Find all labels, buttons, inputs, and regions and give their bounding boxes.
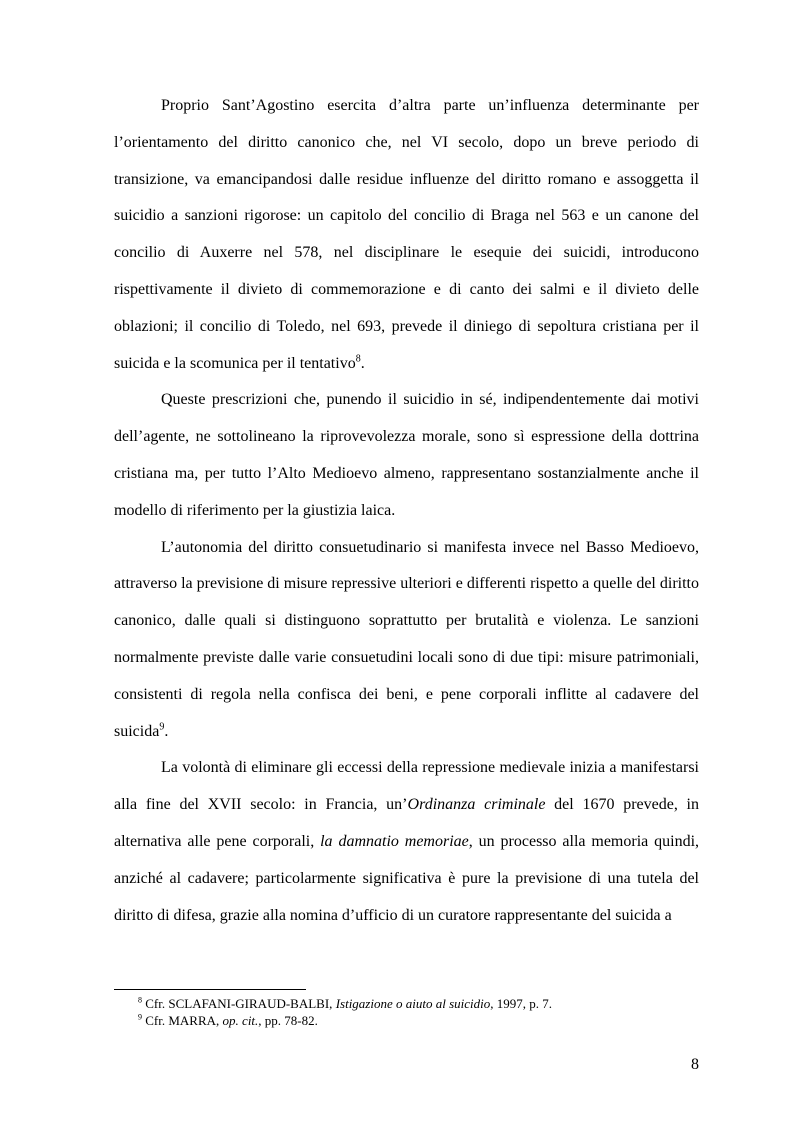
paragraph-3-text: L’autonomia del diritto consuetudinario si manifesta invece nel Basso Medioevo, attraverso la previsione di misure repressive ulteriori e differenti rispetto a quelle del diritto canonico, dalle quali si distinguono soprattutto per brutalità e violenza. Le sanzioni normalmente previste dalle varie consuetudini locali sono di due tipi: misure patrimoniali, consistenti di regola nella confisca dei beni, e pene corporali inflitte al cadavere del suicida xyxy=(114,538,699,740)
italic-ordinanza-criminale: Ordinanza criminale xyxy=(407,796,546,814)
footnote-text: Cfr. MARRA, xyxy=(142,1013,223,1028)
page-number: 8 xyxy=(691,1056,699,1073)
footnote-ref-9: 9 xyxy=(159,721,165,733)
footnote-text: , pp. 78-82. xyxy=(258,1013,318,1028)
footnote-text: Cfr. SCLAFANI-GIRAUD-BALBI, xyxy=(142,996,336,1011)
italic-damnatio-memoriae: la damnatio memoriae xyxy=(320,832,469,850)
paragraph-4 xyxy=(114,750,699,934)
footnote-ref-8: 8 xyxy=(355,353,361,365)
footnote-text: , 1997, p. 7. xyxy=(490,996,552,1011)
footnotes xyxy=(114,995,699,1029)
paragraph-2-text: Queste prescrizioni che, punendo il suicidio in sé, indipendentemente dai motivi dell’agente, ne sottolineano la riprovevolezza morale, sono sì espressione della dottrina cristiana ma, per tutto l’Alto Medioevo almeno, rappresentano sostanzialmente anche il modello di riferimento per la giustizia laica. xyxy=(114,391,699,519)
paragraph-1-end: . xyxy=(360,354,365,372)
paragraph-3-end: . xyxy=(164,722,169,740)
footnote-number: 9 xyxy=(138,1012,142,1022)
paragraph-1 xyxy=(114,88,699,382)
footnote-title: op. cit. xyxy=(222,1013,259,1028)
paragraph-4-text-3: , un processo alla memoria quindi, anziché al cadavere; particolarmente significativa è pure la previsione di una tutela del diritto di difesa, grazie alla nomina d’ufficio di un curatore rappresentante del suicida a xyxy=(114,832,700,924)
footnote-8 xyxy=(114,995,699,1012)
footnote-9 xyxy=(114,1012,699,1029)
footnote-number: 8 xyxy=(138,995,142,1005)
paragraph-4-text-1: La volontà di eliminare gli eccessi della repressione medievale inizia a manifestarsi alla fine del XVII secolo: in Francia, un’ xyxy=(114,759,699,814)
paragraph-1-text: Proprio Sant’Agostino esercita d’altra parte un’influenza determinante per l’orientamento del diritto canonico che, nel VI secolo, dopo un breve periodo di transizione, va emancipandosi dalle residue influenze del diritto romano e assoggetta il suicidio a sanzioni rigorose: un capitolo del concilio di Braga nel 563 e un canone del concilio di Auxerre nel 578, nel disciplinare le esequie dei suicidi, introducono rispettivamente il divieto di commemorazione e di canto dei salmi e il divieto delle oblazioni; il concilio di Toledo, nel 693, prevede il diniego di sepoltura cristiana per il suicida e la scomunica per il tentativo xyxy=(114,97,699,372)
footnote-separator xyxy=(114,989,306,990)
body-text xyxy=(114,88,699,934)
paragraph-3 xyxy=(114,530,699,751)
footnote-title: Istigazione o aiuto al suicidio xyxy=(335,996,491,1011)
paragraph-4-text-2: del 1670 prevede, in alternativa alle pene corporali, xyxy=(114,796,700,850)
paragraph-2 xyxy=(114,382,699,529)
